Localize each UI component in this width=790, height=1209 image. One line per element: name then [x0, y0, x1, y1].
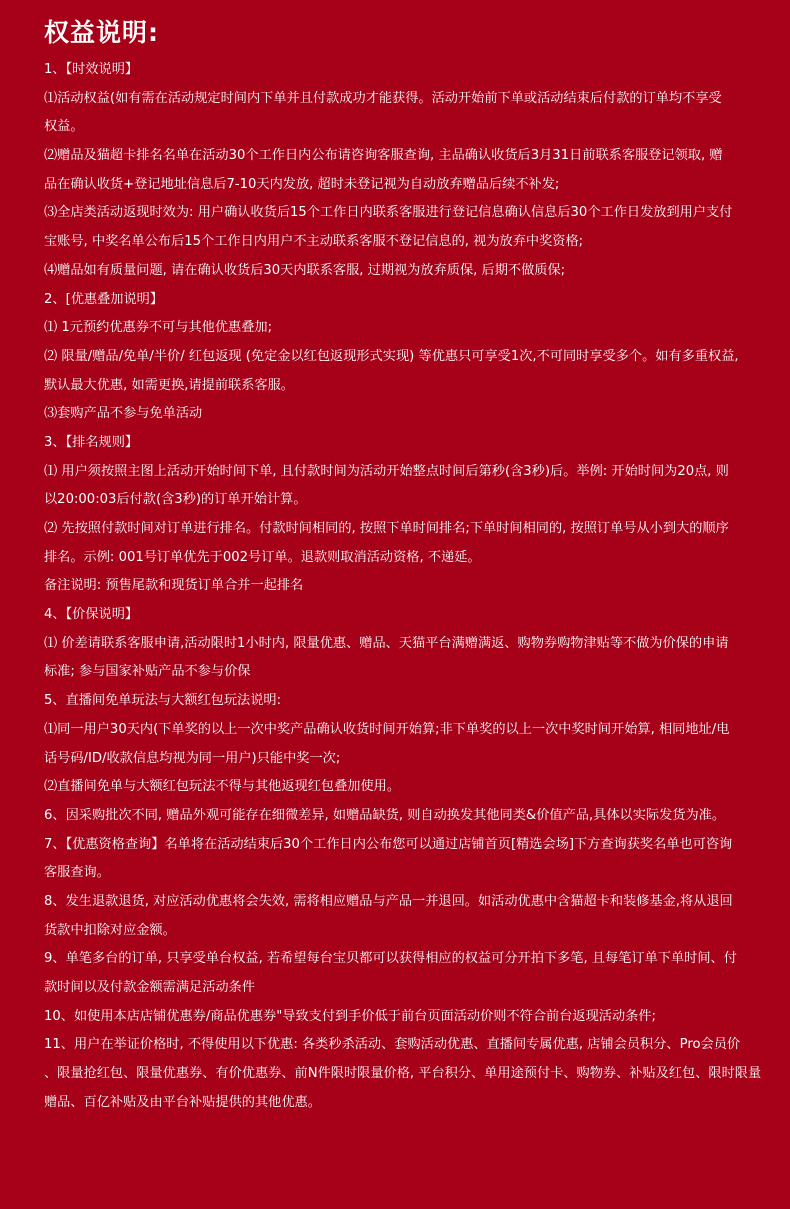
text-line: 7、【优惠资格查询】名单将在活动结束后30个工作日内公布您可以通过店铺首页[精选会场]下方查询获奖名单也可咨询: [44, 836, 733, 852]
text-line: 5、直播间免单玩法与大额红包玩法说明:: [44, 693, 282, 709]
text-line: ⑴同一用户30天内(下单奖的以上一次中奖产品确认收货时间开始算;非下单奖的以上一次中奖时间开始算, 相同地址/电: [44, 721, 730, 737]
text-line: 10、如使用本店店铺优惠券/商品优惠券"导致支付到手价低于前台页面活动价则不符合前台返现活动条件;: [44, 1008, 656, 1024]
text-line: ⑵直播间免单与大额红包玩法不得与其他返现红包叠加使用。: [44, 779, 401, 795]
text-line: 品在确认收货+登记地址信息后7-10天内发放, 超时未登记视为自动放弃赠品后续不补发;: [44, 176, 560, 192]
text-line: ⑵赠品及猫超卡排名名单在活动30个工作日内公布请咨询客服查询, 主品确认收货后3月31日前联系客服登记领取, 赠: [44, 148, 723, 164]
text-line: ⑶全店类活动返现时效为: 用户确认收货后15个工作日内联系客服进行登记信息确认信息后30个工作日发放到用户支付: [44, 205, 733, 221]
text-line: ⑵ 限量/赠品/免单/半价/ 红包返现 (免定金以红包返现形式实现) 等优惠只可享受1次,不可同时享受多个。如有多重权益,: [44, 348, 739, 364]
text-line: 以20:00:03后付款(含3秒)的订单开始计算。: [44, 492, 307, 508]
text-line: 备注说明: 预售尾款和现货订单合并一起排名: [44, 578, 304, 594]
text-line: 标准; 参与国家补贴产品不参与价保: [44, 664, 251, 680]
text-line: 4、【价保说明】: [44, 607, 139, 623]
text-line: 赠品、百亿补贴及由平台补贴提供的其他优惠。: [44, 1094, 321, 1110]
text-line: 3、【排名规则】: [44, 434, 139, 450]
text-line: 1、【时效说明】: [44, 62, 139, 77]
text-line: 2、[优惠叠加说明】: [44, 291, 164, 307]
text-line: 排名。示例: 001号订单优先于002号订单。退款则取消活动资格, 不递延。: [44, 549, 481, 565]
text-line: 话号码/ID/收款信息均视为同一用户)只能中奖一次;: [44, 750, 341, 766]
text-line: 6、因采购批次不同, 赠品外观可能存在细微差异, 如赠品缺货, 则自动换发其他同类&价值产品,具体以实际发货为准。: [44, 807, 726, 823]
text-line: ⑶套购产品不参与免单活动: [44, 406, 203, 422]
text-line: ⑴ 用户须按照主图上活动开始时间下单, 且付款时间为活动开始整点时间后第秒(含3秒)后。举例: 开始时间为20点, 则: [44, 463, 729, 479]
text-line: ⑴ 1元预约优惠券不可与其他优惠叠加;: [44, 320, 273, 336]
text-line: 默认最大优惠, 如需更换,请提前联系客服。: [44, 377, 294, 393]
page-title: 权益说明:: [44, 18, 159, 47]
text-line: 客服查询。: [44, 865, 110, 881]
text-line: ⑷赠品如有质量问题, 请在确认收货后30天内联系客服, 过期视为放弃质保, 后期不做质保;: [44, 262, 566, 278]
text-line: 9、单笔多台的订单, 只享受单台权益, 若希望每台宝贝都可以获得相应的权益可分开拍下多笔, 且每笔订单下单时间、付: [44, 951, 737, 967]
text-line: 11、用户在举证价格时, 不得使用以下优惠: 各类秒杀活动、套购活动优惠、直播间专属优惠, 店铺会员积分、Pro会员价: [44, 1037, 741, 1053]
rules-text-block: [44, 56, 774, 1117]
text-line: ⑵ 先按照付款时间对订单进行排名。付款时间相同的, 按照下单时间排名;下单时间相同的, 按照订单号从小到大的顺序: [44, 521, 729, 536]
text-line: 8、发生退款退货, 对应活动优惠将会失效, 需将相应赠品与产品一并退回。如活动优惠中含猫超卡和装修基金,将从退回: [44, 893, 733, 909]
text-line: ⑴ 价差请联系客服申请,活动限时1小时内, 限量优惠、赠品、天猫平台满赠满返、购物券购物津贴等不做为价保的申请: [44, 635, 729, 651]
text-line: 、限量抢红包、限量优惠券、有价优惠券、前N件限时限量价格, 平台积分、单用途预付卡、购物券、补贴及红包、限时限量: [44, 1066, 762, 1082]
text-line: ⑴活动权益(如有需在活动规定时间内下单并且付款成功才能获得。活动开始前下单或活动结束后付款的订单均不享受: [44, 90, 722, 106]
text-line: 款时间以及付款金额需满足活动条件: [44, 980, 255, 995]
text-line: 货款中扣除对应金额。: [44, 922, 176, 938]
text-line: 宝账号, 中奖名单公布后15个工作日内用户不主动联系客服不登记信息的, 视为放弃中奖资格;: [44, 234, 584, 250]
text-line: 权益。: [44, 119, 84, 135]
